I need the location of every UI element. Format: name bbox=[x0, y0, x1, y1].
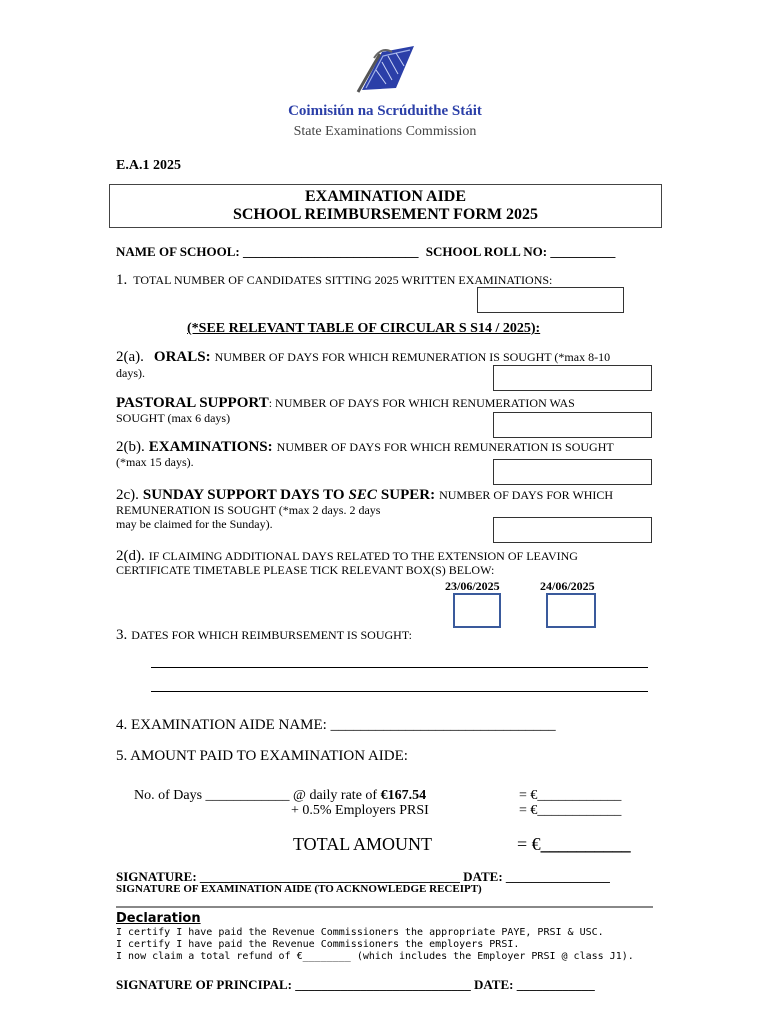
q2d-date1-checkbox[interactable] bbox=[453, 593, 501, 628]
q2a-label bbox=[116, 348, 610, 366]
q2c-heading-b: SEC bbox=[348, 487, 377, 503]
q2b-label bbox=[116, 438, 614, 456]
q2a-text: NUMBER OF DAYS FOR WHICH REMUNERATION IS SOUGHT (*max 8-10 bbox=[214, 350, 611, 364]
aide-signature-caption: SIGNATURE OF EXAMINATION AIDE (TO ACKNOWLEDGE RECEIPT) bbox=[116, 883, 482, 895]
q2b-text: NUMBER OF DAYS FOR WHICH REMUNERATION IS SOUGHT bbox=[276, 440, 614, 454]
total-amount-label: TOTAL AMOUNT bbox=[293, 834, 433, 854]
q2d-text: IF CLAIMING ADDITIONAL DAYS RELATED TO THE EXTENSION OF LEAVING bbox=[148, 549, 578, 563]
pastoral-input-box[interactable] bbox=[493, 412, 652, 438]
q2d-date2-checkbox[interactable] bbox=[546, 593, 596, 628]
q5-label: 5. AMOUNT PAID TO EXAMINATION AIDE: bbox=[116, 748, 408, 764]
form-title-line2: SCHOOL REIMBURSEMENT FORM 2025 bbox=[232, 206, 539, 223]
days-rate-row[interactable] bbox=[134, 788, 426, 804]
q1-input-box[interactable] bbox=[477, 287, 624, 313]
total-amount-blank: __________ bbox=[540, 834, 631, 854]
pastoral-heading: PASTORAL SUPPORT bbox=[116, 395, 269, 411]
q2c-heading-c: SUPER: bbox=[380, 487, 436, 503]
q1-number: 1. bbox=[116, 272, 128, 288]
q2d-text-line2: CERTIFICATE TIMETABLE PLEASE TICK RELEVANT BOX(S) BELOW: bbox=[116, 563, 495, 577]
harp-logo-icon bbox=[352, 44, 418, 96]
q2b-input-box[interactable] bbox=[493, 459, 652, 485]
section-divider bbox=[116, 906, 653, 908]
q2d-date2-label: 24/06/2025 bbox=[540, 579, 595, 593]
declaration-line-1: I certify I have paid the Revenue Commissioners the appropriate PAYE, PRSI & USC. bbox=[116, 927, 604, 938]
days-amount-field[interactable]: = €____________ bbox=[519, 788, 622, 803]
circular-note: (*SEE RELEVANT TABLE OF CIRCULAR S S14 / 2025): bbox=[187, 321, 541, 336]
school-name-field[interactable] bbox=[116, 244, 615, 260]
school-name-label: NAME OF SCHOOL: ___________________________ bbox=[116, 244, 419, 259]
prsi-label: + 0.5% Employers PRSI bbox=[291, 803, 429, 818]
q2c-text: NUMBER OF DAYS FOR WHICH bbox=[439, 488, 614, 502]
q2c-prefix: 2c). bbox=[116, 487, 139, 503]
q2a-heading: ORALS: bbox=[153, 349, 211, 365]
q2c-input-box[interactable] bbox=[493, 517, 652, 543]
pastoral-text: : NUMBER OF DAYS FOR WHICH RENUMERATION WAS bbox=[268, 396, 575, 410]
q2c-label bbox=[116, 486, 613, 504]
q2d-date1-label: 23/06/2025 bbox=[445, 579, 500, 593]
declaration-line-2: I certify I have paid the Revenue Commissioners the employers PRSI. bbox=[116, 939, 520, 950]
declaration-line-3: I now claim a total refund of €________ (which includes the Employer PRSI @ class J1). bbox=[116, 951, 634, 962]
declaration-heading: Declaration bbox=[116, 911, 201, 926]
q2c-text-line2: REMUNERATION IS SOUGHT (*max 2 days. 2 days bbox=[116, 503, 381, 517]
form-title-box bbox=[109, 184, 662, 228]
q2b-prefix: 2(b). bbox=[116, 439, 145, 455]
commission-english-name: State Examinations Commission bbox=[293, 124, 477, 139]
q2a-text-line2: days). bbox=[116, 366, 145, 380]
q2c-heading-a: SUNDAY SUPPORT DAYS TO bbox=[142, 487, 345, 503]
q3-number: 3. bbox=[116, 627, 128, 643]
q3-text: DATES FOR WHICH REIMBURSEMENT IS SOUGHT: bbox=[131, 628, 412, 642]
pastoral-label bbox=[116, 394, 575, 412]
q2d-prefix: 2(d). bbox=[116, 548, 145, 564]
total-amount-eq: = € bbox=[517, 834, 541, 854]
q3-answer-line-1[interactable] bbox=[151, 667, 648, 668]
aide-signature-field[interactable]: SIGNATURE: ________________________________________ DATE: ________________ bbox=[116, 869, 610, 884]
pastoral-text-line2: SOUGHT (max 6 days) bbox=[116, 411, 231, 425]
commission-irish-name: Coimisiún na Scrúduithe Stáit bbox=[288, 103, 482, 119]
q2b-text-line2: (*max 15 days). bbox=[116, 455, 194, 469]
days-rate-label: No. of Days ____________ @ daily rate of bbox=[134, 788, 381, 803]
q1-text: TOTAL NUMBER OF CANDIDATES SITTING 2025 WRITTEN EXAMINATIONS: bbox=[133, 273, 553, 287]
q3-label bbox=[116, 626, 412, 644]
form-title-line1: EXAMINATION AIDE bbox=[304, 188, 467, 205]
form-code: E.A.1 2025 bbox=[116, 158, 181, 173]
total-amount-field[interactable] bbox=[517, 834, 631, 855]
q4-aide-name-field[interactable]: 4. EXAMINATION AIDE NAME: ______________________________ bbox=[116, 717, 556, 733]
daily-rate-value: €167.54 bbox=[380, 788, 427, 803]
q3-answer-line-2[interactable] bbox=[151, 691, 648, 692]
q2c-text-line3: may be claimed for the Sunday). bbox=[116, 517, 273, 531]
principal-signature-field[interactable]: SIGNATURE OF PRINCIPAL: ___________________________ DATE: ____________ bbox=[116, 977, 595, 992]
q2a-input-box[interactable] bbox=[493, 365, 652, 391]
prsi-amount-field[interactable]: = €____________ bbox=[519, 803, 622, 818]
school-roll-label: SCHOOL ROLL NO: __________ bbox=[425, 244, 616, 259]
q2b-heading: EXAMINATIONS: bbox=[148, 439, 273, 455]
q2a-prefix: 2(a). bbox=[116, 349, 144, 365]
